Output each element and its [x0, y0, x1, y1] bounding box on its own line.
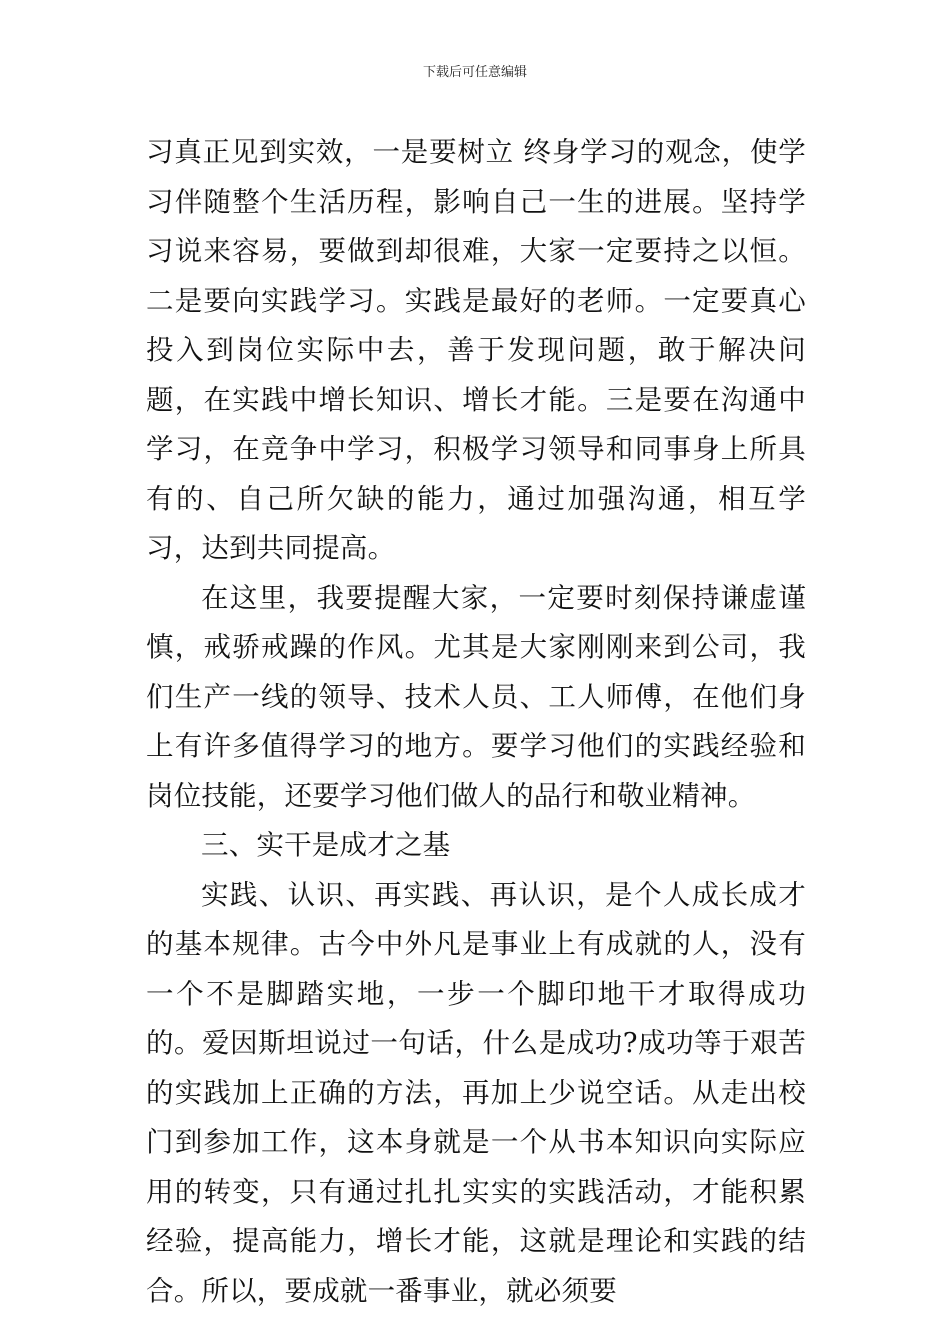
paragraph-continued: 习真正见到实效，一是要树立 终身学习的观念，使学习伴随整个生活历程，影响自己一生的进展。坚持学习说来容易，要做到却很难，大家一定要持之以恒。二是要向实践学习。实践是最好的老师。一定要真心投入到岗位实际中去，善于发现问题，敢于解决问题，在实践中增长知识、增长才能。三是要在沟通中学习，在竞争中学习，积极学习领导和同事身上所具有的、自己所欠缺的能力，通过加强沟通，相互学习，达到共同提高。 [146, 136, 806, 564]
page-header: 下载后可任意编辑 [422, 65, 527, 80]
paragraph-reminder: 在这里，我要提醒大家，一定要时刻保持谦虚谨慎，戒骄戒躁的作风。尤其是大家刚刚来到公司，我们生产一线的领导、技术人员、工人师傅，在他们身上有许多值得学习的地方。要学习他们的实践经验和岗位技能，还要学习他们做人的品行和敬业精神。 [146, 581, 806, 812]
paragraph-practice: 实践、认识、再实践、再认识，是个人成长成才的基本规律。古今中外凡是事业上有成就的人，没有一个不是脚踏实地，一步一个脚印地干才取得成功的。爱因斯坦说过一句话，什么是成功?成功等于艰苦的实践加上正确的方法，再加上少说空话。从走出校门到参加工作，这本身就是一个从书本知识向实际应用的转变，只有通过扎扎实实的实践活动，才能积累经验，提高能力，增长才能，这就是理论和实践的结合。所以，要成就一番事业，就必须要 [146, 878, 806, 1307]
document-body [146, 128, 806, 1316]
section-heading: 三、实干是成才之基 [201, 829, 451, 861]
